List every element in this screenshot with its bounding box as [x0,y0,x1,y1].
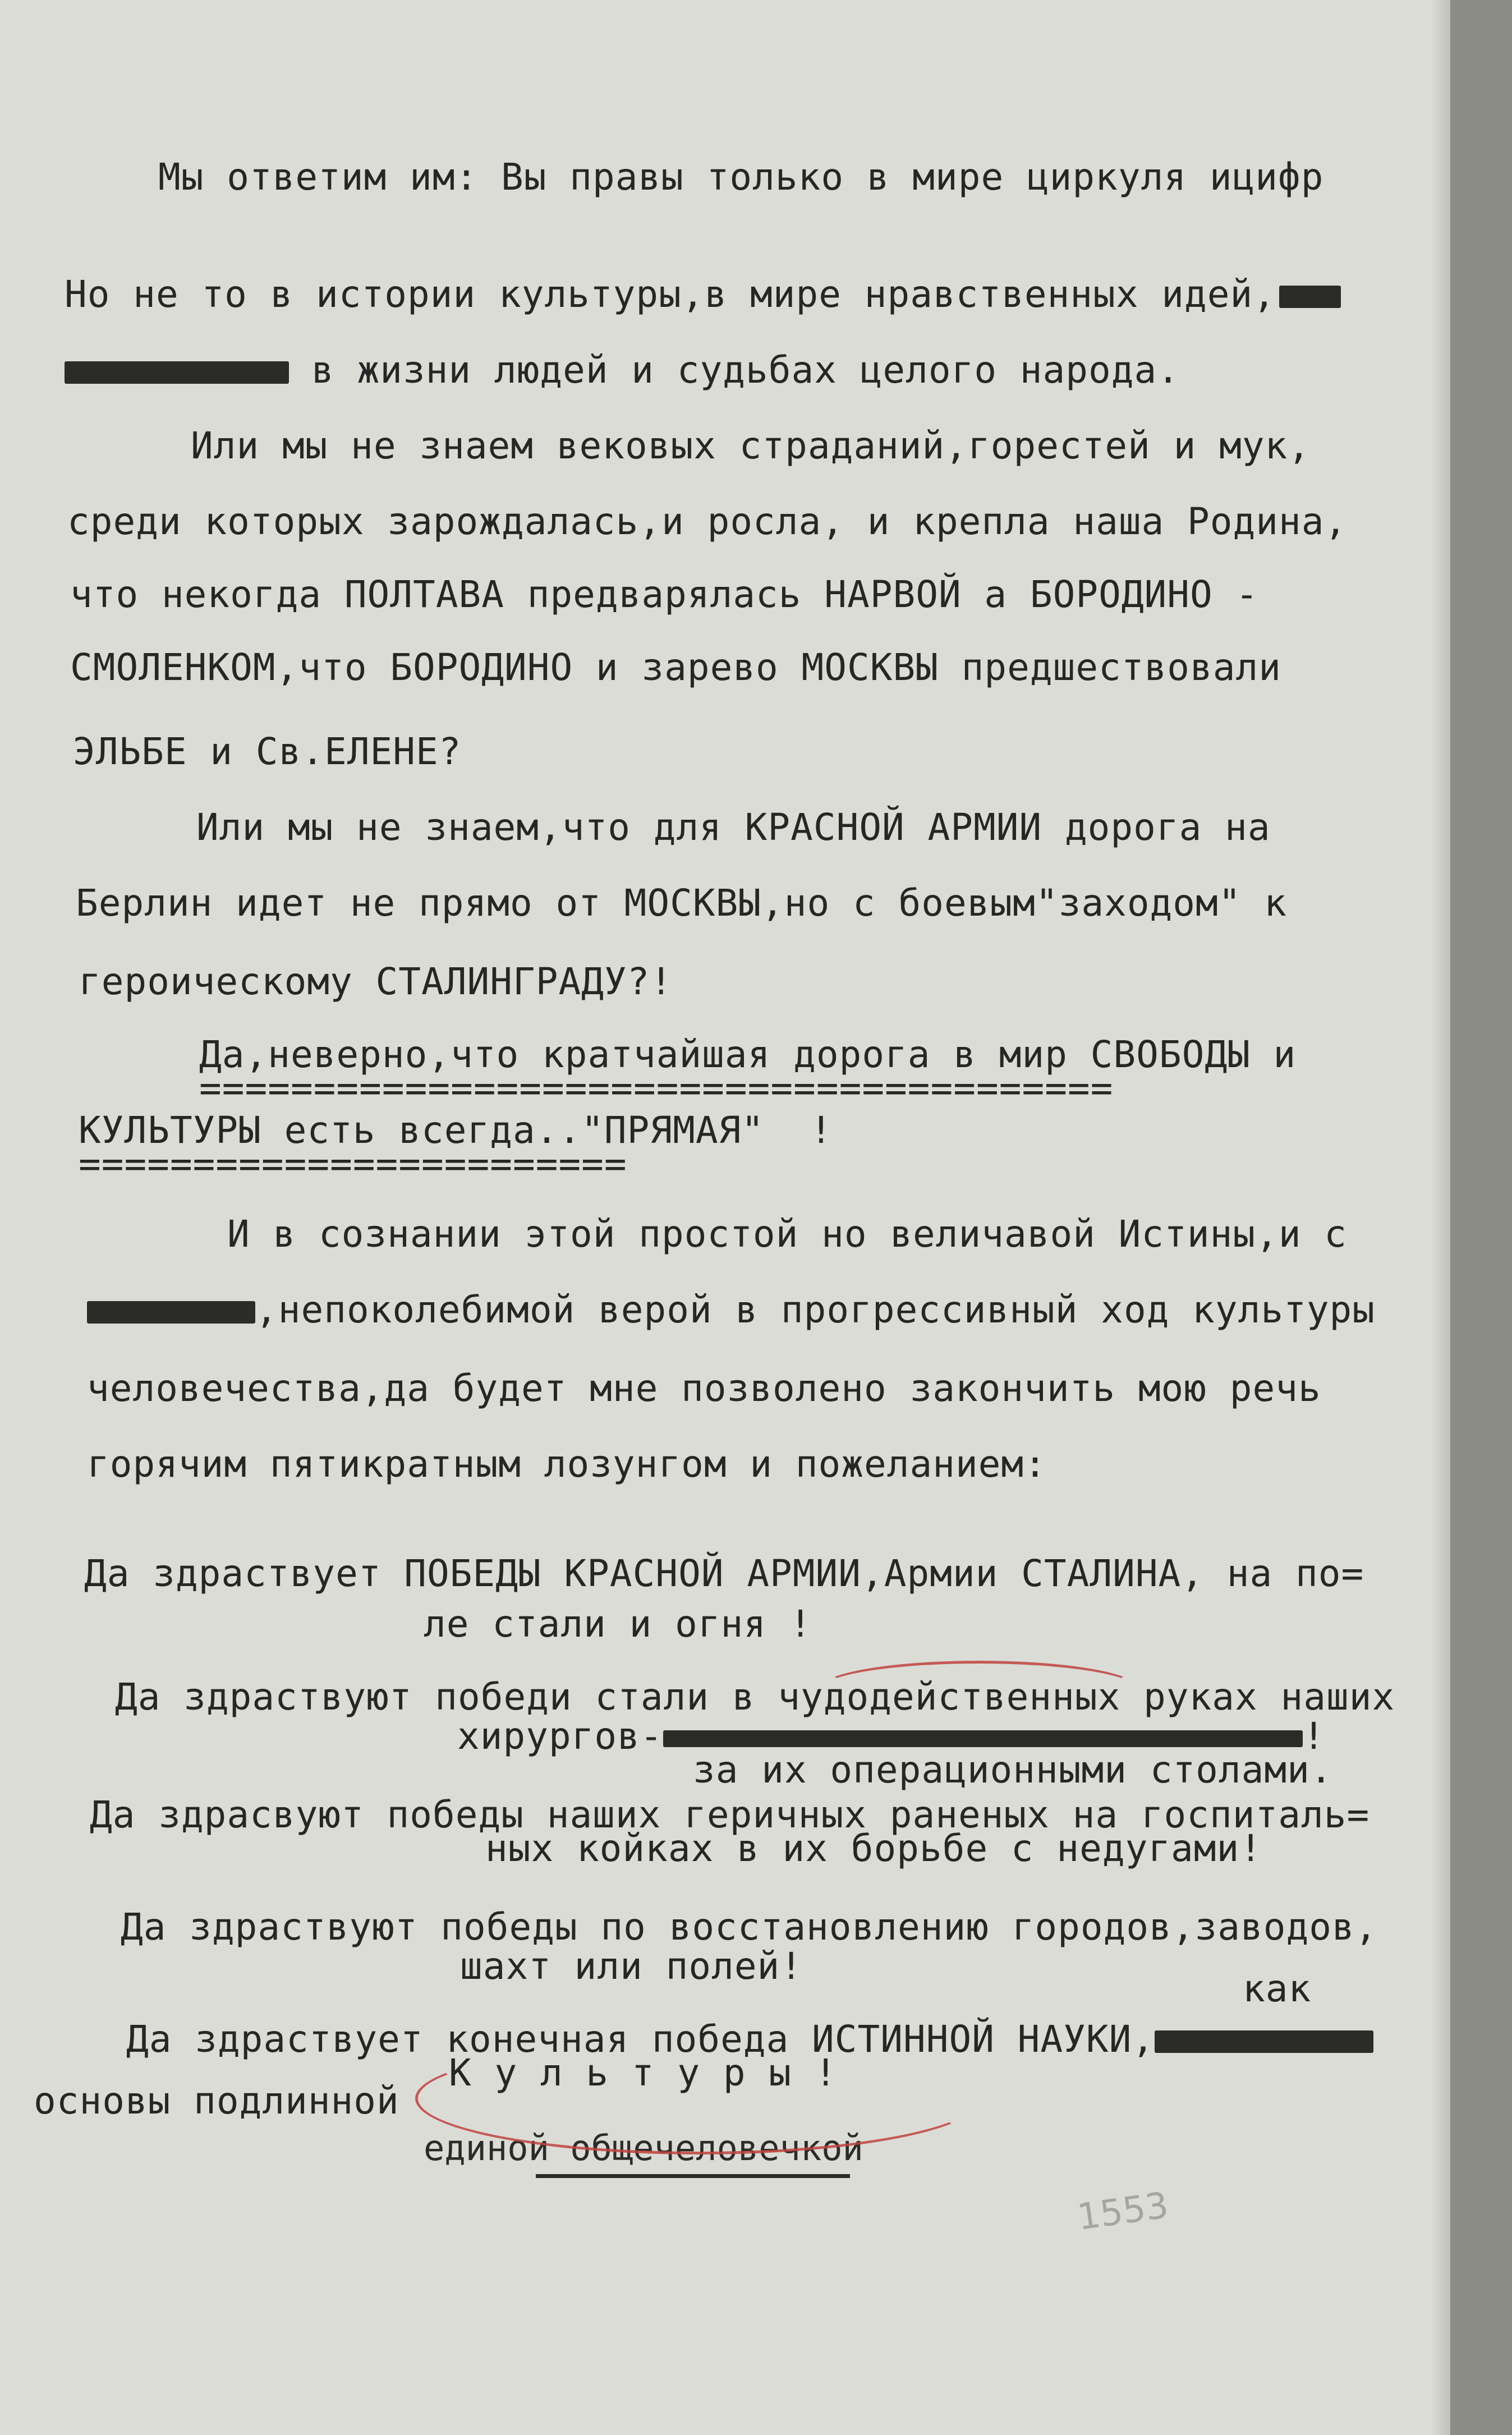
slogan-line: Да здраствует конечная победа ИСТИННОЙ НАУКИ, [126,2017,1373,2062]
strikethrough-mark [87,1301,255,1324]
background-edge [1450,0,1512,2435]
slogan-line: ле стали и огня ! [424,1602,812,1646]
slogan-line: шахт или полей! [460,1945,803,1988]
text-line: И в сознании этой простой но величавой Истины,и с [227,1212,1348,1256]
text-line: ЭЛЬБЕ и Св.ЕЛЕНЕ? [73,730,462,773]
typed-insertion: как [1243,1967,1312,2010]
slogan-line: за их операционными столами. [693,1748,1333,1791]
text-line: человечества,да будет мне позволено закончить мою речь [87,1367,1321,1410]
text-line: КУЛЬТУРЫ есть всегда.."ПРЯМАЯ" ! [79,1109,833,1152]
text-line: что некогда ПОЛТАВА предварялась НАРВОЙ а БОРОДИНО - [70,573,1259,616]
handwritten-correction: единой общечеловечкой [424,2128,863,2168]
underline-equals: ======================================== [199,1067,1114,1110]
text-line: ,непоколебимой верой в прогрессивный ход культуры [87,1288,1375,1333]
strikethrough-mark [65,361,289,384]
slogan-line: Да здрасвуют победы наших геричных раненых на госпиталь= [90,1793,1370,1836]
strikethrough-mark [1279,286,1341,308]
slogan-line: основы подлинной [34,2079,399,2122]
slogan-line: ных койках в их борьбе с недугами! [485,1827,1263,1870]
strikethrough-mark [1155,2030,1373,2053]
red-pencil-mark [415,2042,982,2154]
text-line: среди которых зарождалась,и росла, и крепла наша Родина, [67,500,1348,543]
slogan-line: Да здраствуют победы по восстановлению городов,заводов, [121,1905,1378,1949]
slogan-line: Да здраствуют победи стали в чудодейственных руках наших [115,1675,1395,1719]
text-line: Да,неверно,что кратчайшая дорога в мир СВОБОДЫ и [199,1033,1297,1076]
underline-equals: ======================== [79,1142,627,1186]
slogan-line: К у л ь т у р ы ! [449,2051,838,2094]
text-line: Или мы не знаем,что для КРАСНОЙ АРМИИ дорога на [196,806,1271,849]
text-line: героическому СТАЛИНГРАДУ?! [79,960,673,1003]
text-line: Берлин идет не прямо от МОСКВЫ,но с боевым"заходом" к [76,881,1287,925]
slogan-line: хирургов- ! [457,1715,1326,1758]
archive-mark: 1553 [1074,2185,1171,2239]
slogan-line: Да здраствует ПОБЕДЫ КРАСНОЙ АРМИИ,Армии СТАЛИНА, на по= [84,1552,1364,1595]
red-pencil-mark [819,1661,1139,1717]
text-line: Или мы не знаем вековых страданий,горестей и мук, [191,424,1311,467]
page-edge-shadow [1431,0,1450,2435]
text-line: Мы ответим им: Вы правы только в мире циркуля ицифр [158,155,1324,199]
text-line: СМОЛЕНКОМ,что БОРОДИНО и зарево МОСКВЫ предшествовали [70,646,1281,689]
text-line: в жизни людей и судьбах целого народа. [65,348,1180,393]
text-line: горячим пятикратным лозунгом и пожеланием: [87,1442,1047,1486]
text-line: Но не то в истории культуры,в мире нравственных идей, [65,272,1341,317]
strikethrough-mark [663,1730,1303,1747]
closing-rule [536,2174,850,2178]
